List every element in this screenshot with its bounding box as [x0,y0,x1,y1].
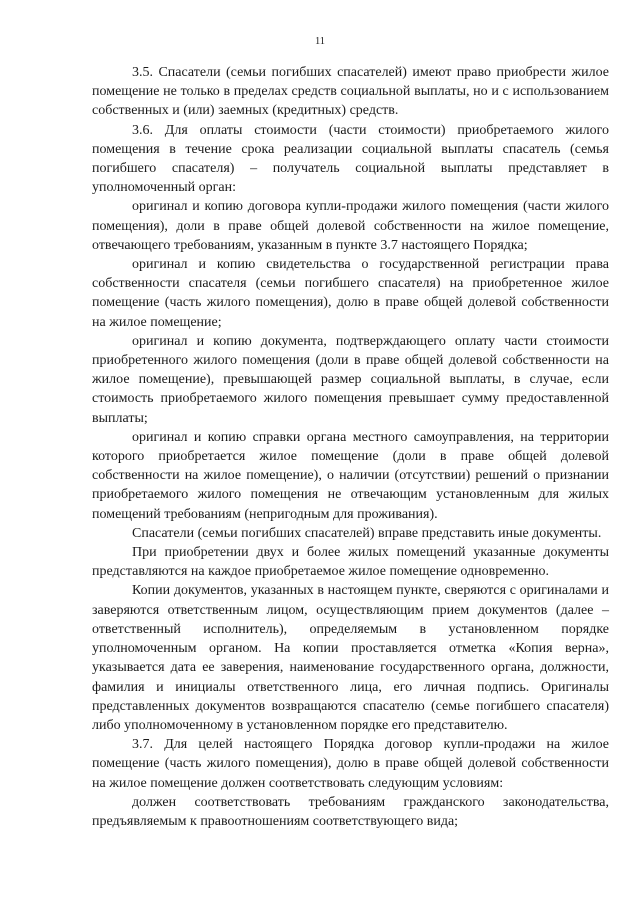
list-item-certificate: оригинал и копию свидетельства о государственной регистрации права собственности спасателя (семьи погибшего спасателя) на приобретенное жилое помещение (часть жилого помещения), долю в праве общей долевой собственности на жилое помещение; [92,257,609,330]
paragraph-3-5: 3.5. Спасатели (семьи погибших спасателей) имеют право приобрести жилое помещение не только в пределах средств социальной выплаты, но и с использованием собственных и (или) заемных (кредитных) средств. [92,65,609,119]
page-number: 11 [314,36,326,47]
list-item-contract: оригинал и копию договора купли-продажи жилого помещения (части жилого помещения), доли в праве общей долевой собственности на жилое помещение, отвечающего требованиям, указанным в пункте 3.7 настоящего Порядка; [92,199,609,253]
list-item-legislation: должен соответствовать требованиям гражданского законодательства, предъявляемым к правоотношениям соответствующего вида; [92,794,609,829]
paragraph-3-7: 3.7. Для целей настоящего Порядка договор купли-продажи на жилое помещение (часть жилого помещения), долю в праве общей долевой собственности на жилое помещение должен соответствовать следующим условиям: [92,737,609,791]
paragraph-copies: Копии документов, указанных в настоящем пункте, сверяются с оригиналами и заверяются ответственным лицом, осуществляющим прием документов (далее – ответственный исполнитель), определяемым в установленном порядке уполномоченным органом. На копии проставляется отметка «Копия верна», указывается дата ее заверения, наименование государственного органа, должности, фамилия и инициалы ответственного лица, его личная подпись. Оригиналы представленных документов возвращаются спасателю (семье погибшего спасателя) либо уполномоченному в установленном порядке его представителю. [92,583,609,733]
list-item-payment: оригинал и копию документа, подтверждающего оплату части стоимости приобретенного жилого помещения (доли в праве общей долевой собственности на жилое помещение), превышающей размер социальной выплаты, в случае, если стоимость приобретаемого жилого помещения превышает сумму предоставленной выплаты; [92,333,609,426]
list-item-reference: оригинал и копию справки органа местного самоуправления, на территории которого приобретается жилое помещение (доли в праве общей долевой собственности на жилое помещение), о наличии (отсутствии) решений о признании приобретаемого жилого помещения не отвечающим установленным для жилых помещений требованиям (непригодным для проживания). [92,429,609,522]
paragraph-other-documents: Спасатели (семьи погибших спасателей) вправе представить иные документы. [132,525,602,541]
paragraph-3-6: 3.6. Для оплаты стоимости (части стоимости) приобретаемого жилого помещения в течение срока реализации социальной выплаты спасатель (семья погибшего спасателя) – получатель социальной выплаты представляет в уполномоченный орган: [92,122,609,196]
paragraph-multiple-premises: При приобретении двух и более жилых помещений указанные документы представляются на каждое приобретаемое жилое помещение одновременно. [92,545,609,580]
document-body [92,63,609,831]
